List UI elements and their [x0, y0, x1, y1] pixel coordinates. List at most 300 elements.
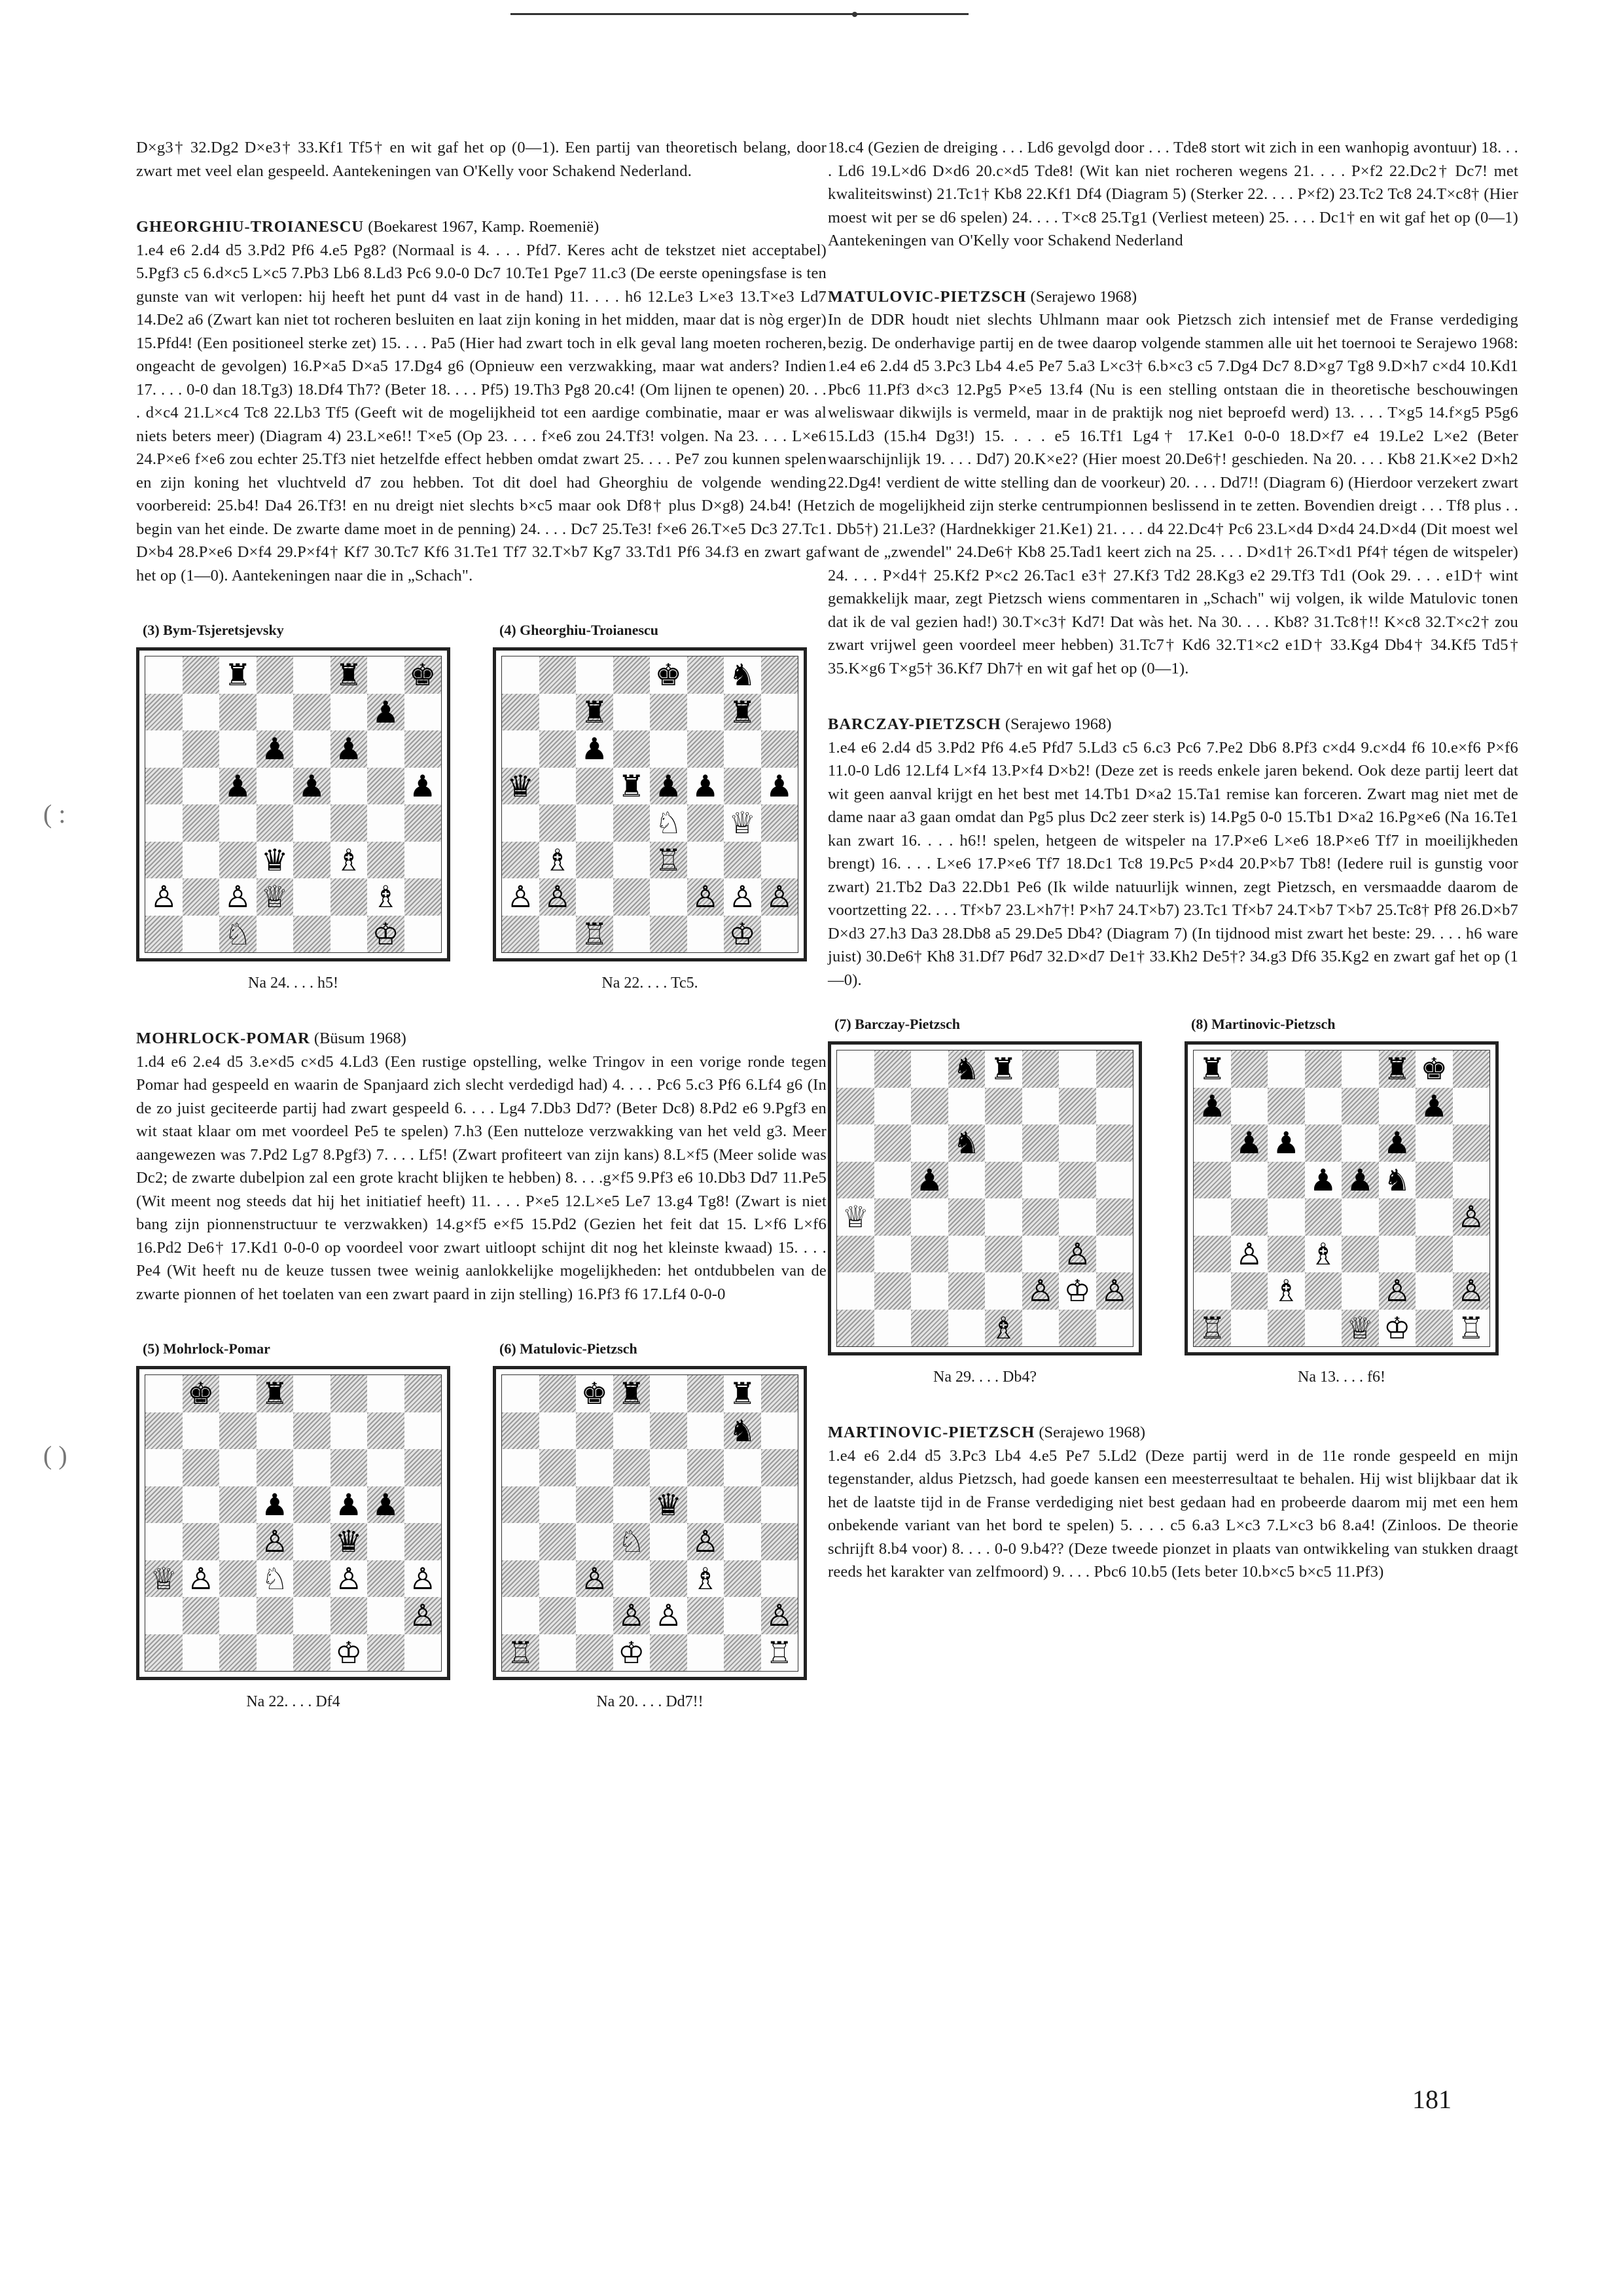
board-square	[145, 1412, 183, 1450]
board-square	[837, 1050, 874, 1088]
board-square	[404, 1375, 442, 1412]
board-square	[911, 1272, 948, 1310]
board-square	[145, 1560, 183, 1598]
board-square	[985, 1310, 1022, 1347]
board-square	[1059, 1162, 1096, 1199]
board-square	[183, 916, 220, 953]
board-square	[687, 1486, 724, 1524]
board-square	[613, 730, 651, 768]
board-square	[404, 878, 442, 916]
board-square	[330, 804, 368, 842]
page-number: 181	[1412, 2085, 1452, 2114]
chess-board	[145, 656, 442, 953]
board-square	[613, 878, 651, 916]
white-pawn-icon: ♙	[1457, 1273, 1485, 1309]
board-square	[1453, 1198, 1490, 1236]
board-square	[724, 656, 761, 694]
board-square	[502, 1486, 539, 1524]
board-square	[837, 1162, 874, 1199]
board-square	[1059, 1050, 1096, 1088]
board-square	[1231, 1198, 1268, 1236]
board-square	[183, 1486, 220, 1524]
chess-board-frame	[828, 1041, 1142, 1355]
board-square	[613, 1375, 651, 1412]
chess-board	[501, 1374, 798, 1672]
board-square	[145, 768, 183, 805]
board-square	[293, 694, 330, 731]
board-square	[724, 842, 761, 879]
board-square	[539, 1412, 577, 1450]
board-square	[724, 1634, 761, 1672]
board-square	[330, 694, 368, 731]
board-square	[404, 694, 442, 731]
game-event: (Büsum 1968)	[313, 1030, 406, 1047]
board-square	[761, 730, 798, 768]
board-square	[145, 656, 183, 694]
board-square	[539, 1597, 577, 1634]
board-square	[502, 916, 539, 953]
board-square	[145, 916, 183, 953]
black-rook-icon: ♜	[990, 1051, 1017, 1087]
board-square	[293, 804, 330, 842]
board-square	[539, 768, 577, 805]
board-square	[687, 1375, 724, 1412]
board-square	[539, 1449, 577, 1486]
diagram-7	[828, 1014, 1162, 1388]
black-king-icon: ♚	[580, 1376, 608, 1412]
white-knight-icon: ♘	[618, 1524, 645, 1560]
white-king-icon: ♔	[372, 916, 399, 952]
board-square	[1059, 1198, 1096, 1236]
board-square	[613, 1486, 651, 1524]
board-square	[293, 1560, 330, 1598]
black-rook-icon: ♜	[224, 657, 251, 693]
board-square	[1059, 1236, 1096, 1273]
board-square	[874, 1162, 912, 1199]
white-bishop-icon: ♗	[335, 842, 363, 878]
black-pawn-icon: ♟	[692, 768, 719, 804]
board-square	[257, 656, 294, 694]
board-square	[576, 656, 613, 694]
board-square	[1231, 1272, 1268, 1310]
diagram-caption: Na 24. . . . h5!	[248, 975, 338, 992]
board-square	[404, 1560, 442, 1598]
white-rook-icon: ♖	[654, 842, 682, 878]
board-square	[985, 1198, 1022, 1236]
board-square	[1231, 1050, 1268, 1088]
board-square	[502, 804, 539, 842]
white-pawn-icon: ♙	[187, 1560, 215, 1596]
white-pawn-icon: ♙	[618, 1598, 645, 1634]
board-square	[1305, 1162, 1342, 1199]
board-square	[219, 1375, 257, 1412]
board-square	[1305, 1236, 1342, 1273]
board-square	[1096, 1050, 1133, 1088]
board-square	[293, 1486, 330, 1524]
board-square	[1379, 1088, 1416, 1125]
black-knight-icon: ♞	[1383, 1162, 1411, 1198]
board-square	[219, 1560, 257, 1598]
board-square	[183, 1412, 220, 1450]
board-square	[576, 1449, 613, 1486]
board-square	[687, 916, 724, 953]
white-pawn-icon: ♙	[766, 1598, 793, 1634]
board-square	[874, 1310, 912, 1347]
board-square	[687, 694, 724, 731]
board-square	[330, 1412, 368, 1450]
board-square	[1194, 1236, 1231, 1273]
board-square	[330, 730, 368, 768]
board-square	[1096, 1198, 1133, 1236]
board-square	[724, 1597, 761, 1634]
board-square	[1096, 1236, 1133, 1273]
board-square	[219, 916, 257, 953]
board-square	[293, 1449, 330, 1486]
board-square	[219, 804, 257, 842]
chess-board	[145, 1374, 442, 1672]
board-square	[687, 1597, 724, 1634]
game-players: BARCZAY-PIETZSCH	[828, 715, 1001, 733]
game-event: (Serajewo 1968)	[1005, 715, 1112, 733]
board-square	[145, 694, 183, 731]
board-square	[1379, 1050, 1416, 1088]
board-square	[257, 768, 294, 805]
board-square	[183, 1597, 220, 1634]
board-square	[145, 1486, 183, 1524]
board-square	[502, 1412, 539, 1450]
board-square	[1268, 1310, 1305, 1347]
board-square	[911, 1198, 948, 1236]
board-square	[613, 1597, 651, 1634]
board-square	[948, 1310, 986, 1347]
board-square	[1096, 1124, 1133, 1162]
game-moves: 1.e4 e6 2.d4 d5 3.Pd2 Pf6 4.e5 Pg8? (Normaal is 4. . . . Pfd7. Keres acht de tekstzet niet acceptabel) 5.Pgf3 c5 6.d×c5 L×c5 7.Pb3 Lb6 8.Ld3 Pc6 9.0-0 Dc7 10.Te1 Pge7 11.c3 (De eerste openingsfase is ten gunste van wit verlopen: hij heeft het punt d4 vast in de hand) 11. . . . h6 12.Le3 L×e3 13.T×e3 Ld7 14.De2 a6 (Zwart kan niet tot rocheren besluiten en laat zijn koning in het midden, maar dat is nòg erger) 15.Pfd4! (Een positioneel sterke zet) 15. . . . Pa5 (Hier had zwart toch in elk geval lang moeten rocheren, ongeacht de gevolgen) 16.P×a5 D×a5 17.Dg4 g6 (Opnieuw een verzwakking, maar wat anders? Indien 17. . . . 0-0 dan 18.Tg3) 18.Df4 Th7? (Beter 18. . . . Pf5) 19.Th3 Pg8 20.c4! (Om lijnen te openen) 20. . . . d×c4 21.L×c4 Tc8 22.Lb3 Tf5 (Geeft wit de mogelijkheid tot een aardige combinatie, maar er was al niets beters meer) (Diagram 4) 23.L×e6!! T×e5 (Op 23. . . . f×e6 zou 24.Tf3! volgen. Na 23. . . . L×e6 24.P×e6 f×e6 zou echter 25.Tf3 niet hetzelfde effect hebben omdat zwart 25. . . . Pe7 zou kunnen spelen en zijn koning het vluchtveld d7 zou hebben. Tot dit doel had Gheorghiu de volgende wending voorbereid: 25.b4! Da4 26.Tf3! en nu dreigt niet slechts b×c5 maar ook Df8† plus D×g8) 24.b4! (Het begin van het einde. De zwarte dame moet in de penning) 24. . . . Dc7 25.Te3! f×e6 26.T×e5 Dc3 27.Tc1 D×b4 28.P×e6 D×f4 29.P×f4† Kf7 30.Tc7 Kf6 31.Te1 Tf7 32.T×b7 Kg7 33.Td1 Pf6 34.f3 en zwart gaf het op (1—0). Aantekeningen naar die in „Schach".	[136, 241, 827, 584]
white-bishop-icon: ♗	[1310, 1236, 1337, 1272]
board-square	[1231, 1088, 1268, 1125]
board-square	[293, 1523, 330, 1560]
board-square	[650, 1523, 687, 1560]
white-king-icon: ♔	[1383, 1310, 1411, 1346]
board-square	[576, 916, 613, 953]
board-square	[367, 1560, 404, 1598]
board-square	[650, 656, 687, 694]
board-square	[257, 1486, 294, 1524]
board-square	[404, 1486, 442, 1524]
white-pawn-icon: ♙	[261, 1524, 289, 1560]
board-square	[367, 1523, 404, 1560]
board-square	[1379, 1272, 1416, 1310]
board-square	[367, 842, 404, 879]
board-square	[1342, 1310, 1379, 1347]
board-square	[1022, 1162, 1060, 1199]
board-square	[837, 1088, 874, 1125]
board-square	[1416, 1088, 1453, 1125]
black-pawn-icon: ♟	[580, 731, 608, 767]
black-queen-icon: ♛	[261, 842, 289, 878]
board-square	[293, 1375, 330, 1412]
board-square	[613, 916, 651, 953]
board-square	[650, 842, 687, 879]
board-square	[874, 1272, 912, 1310]
board-square	[613, 1412, 651, 1450]
board-square	[985, 1050, 1022, 1088]
white-pawn-icon: ♙	[224, 879, 251, 915]
diagram-4	[493, 620, 827, 994]
game-heading	[828, 1421, 1518, 1444]
chess-board	[836, 1050, 1133, 1347]
board-square	[1096, 1088, 1133, 1125]
board-square	[1194, 1124, 1231, 1162]
board-square	[219, 1634, 257, 1672]
black-pawn-icon: ♟	[1420, 1088, 1448, 1124]
board-square	[1342, 1162, 1379, 1199]
board-square	[257, 1597, 294, 1634]
board-square	[576, 878, 613, 916]
board-square	[874, 1198, 912, 1236]
game-heading	[828, 285, 1518, 309]
board-square	[687, 1412, 724, 1450]
black-pawn-icon: ♟	[1236, 1125, 1263, 1161]
diagram-5	[136, 1338, 470, 1713]
diagram-caption: Na 22. . . . Df4	[246, 1693, 340, 1710]
board-square	[1096, 1272, 1133, 1310]
board-square	[145, 730, 183, 768]
white-pawn-icon: ♙	[1383, 1273, 1411, 1309]
board-square	[404, 1412, 442, 1450]
board-square	[219, 842, 257, 879]
board-square	[145, 878, 183, 916]
board-square	[948, 1236, 986, 1273]
white-queen-icon: ♕	[150, 1560, 177, 1596]
board-square	[650, 1486, 687, 1524]
board-square	[367, 1412, 404, 1450]
diagram-3	[136, 620, 470, 994]
board-square	[1231, 1310, 1268, 1347]
board-square	[948, 1272, 986, 1310]
diagram-label: (5) Mohrlock-Pomar	[143, 1340, 270, 1357]
board-square	[724, 804, 761, 842]
board-square	[367, 804, 404, 842]
white-queen-icon: ♕	[842, 1199, 869, 1235]
board-square	[1453, 1050, 1490, 1088]
board-square	[367, 694, 404, 731]
game-moves: In de DDR houdt niet slechts Uhlmann maar ook Pietzsch zich intensief met de Franse verdediging bezig. De onderhavige partij en de twee daarop volgende stammen alle uit het toernooi te Serajewo 1968: 1.e4 e6 2.d4 d5 3.Pc3 Lb4 4.e5 Pe7 5.a3 L×c3† 6.b×c3 c5 7.Dg4 Dc7 8.D×g7 Tg8 9.D×h7 c×d4 10.Kd1 Pbc6 11.Pf3 d×c3 12.Pg5 P×e5 13.f4 (Nu is een stelling ontstaan die in theoretische beschouwingen weliswaar dikwijls is vermeld, maar in de praktijk nog niet beproefd werd) 13. . . . T×g5 14.f×g5 P5g6 15.Ld3 (15.h4 Dg3!) 15. . . . e5 16.Tf1 Lg4† 17.Ke1 0-0-0 18.D×f7 e4 19.Le2 L×e2 (Beter waarschijnlijk 19. . . . Dd7) 20.K×e2? (Hier moest 20.De6†! geschieden. Na 20. . . . Kb8 21.K×e2 D×h2 22.Dg4! verdient de witte stelling dan de voorkeur) 20. . . . Dd7!! (Diagram 6) (Hierdoor verzekert zwart zich de mogelijkheid zijn sterke centrumpionnen beslissend in te zetten. Bovendien dreigt . . . Tf8 plus . . . Db5†) 21.Le3? (Hardnekkiger 21.Ke1) 21. . . . d4 22.Dc4† Pc6 23.L×d4 D×d4 24.D×d4 (Dit moest wel want de „zwendel" 24.De6† Kb8 25.Tad1 keert zich na 25. . . . D×d1† 26.T×d1 Pf4† tégen de witspeler) 24. . . . P×d4† 25.Kf2 P×c2 26.Tac1 e3† 27.Kf3 Td2 28.Kg3 e2 29.Tf3 Td1 (Ook 29. . . . e1D† wint gemakkelijk maar, zegt Pietzsch wiens commentaren in „Schach" wij volgen, ik wilde Matulovic tonen dat ik de val gezien had!) 30.T×c3† Kd7! Dat wàs het. Na 30. . . . Kb8? 31.Tc8†!! K×c8 32.T×c2† zou zwart vrijwel geen voordeel meer hebben) 31.Tc7† Kd6 32.T1×c2 e1D† 33.Kg4 Db4† 34.Kf5 Td5† 35.K×g6 T×g5† 36.Kf7 Dh7† en wit gaf het op (0—1).	[828, 311, 1518, 677]
board-square	[650, 804, 687, 842]
game-heading	[136, 1027, 827, 1050]
black-rook-icon: ♜	[618, 1376, 645, 1412]
white-pawn-icon: ♙	[1063, 1236, 1091, 1272]
diagram-6	[493, 1338, 827, 1713]
board-square	[613, 656, 651, 694]
board-square	[145, 1449, 183, 1486]
board-square	[293, 730, 330, 768]
board-square	[576, 1412, 613, 1450]
white-pawn-icon: ♙	[1027, 1273, 1054, 1309]
board-square	[1268, 1272, 1305, 1310]
board-square	[724, 878, 761, 916]
black-rook-icon: ♜	[335, 657, 363, 693]
chess-board	[1193, 1050, 1490, 1347]
board-square	[874, 1236, 912, 1273]
board-square	[650, 1375, 687, 1412]
board-square	[1453, 1272, 1490, 1310]
board-square	[985, 1236, 1022, 1273]
board-square	[539, 842, 577, 879]
white-queen-icon: ♕	[1346, 1310, 1374, 1346]
board-square	[1096, 1310, 1133, 1347]
board-square	[293, 1597, 330, 1634]
board-square	[837, 1124, 874, 1162]
board-square	[687, 656, 724, 694]
diagram-caption: Na 22. . . . Tc5.	[601, 975, 698, 992]
board-square	[330, 1634, 368, 1672]
board-square	[1231, 1124, 1268, 1162]
board-square	[1022, 1272, 1060, 1310]
board-square	[1194, 1310, 1231, 1347]
chess-board-frame	[493, 1366, 807, 1680]
board-square	[650, 1449, 687, 1486]
board-square	[330, 1449, 368, 1486]
diagram-label: (7) Barczay-Pietzsch	[834, 1016, 961, 1032]
board-square	[183, 768, 220, 805]
board-square	[650, 768, 687, 805]
black-pawn-icon: ♟	[1198, 1088, 1226, 1124]
black-pawn-icon: ♟	[261, 731, 289, 767]
black-rook-icon: ♜	[728, 694, 756, 730]
board-square	[1416, 1272, 1453, 1310]
board-square	[613, 1449, 651, 1486]
board-square	[911, 1088, 948, 1125]
board-square	[404, 1597, 442, 1634]
board-square	[367, 656, 404, 694]
board-square	[183, 1523, 220, 1560]
board-square	[183, 842, 220, 879]
board-square	[761, 1634, 798, 1672]
board-square	[650, 878, 687, 916]
black-rook-icon: ♜	[1198, 1051, 1226, 1087]
black-pawn-icon: ♟	[1346, 1162, 1374, 1198]
chess-board-frame	[136, 647, 450, 961]
diagram-label: (6) Matulovic-Pietzsch	[499, 1340, 637, 1357]
board-square	[948, 1198, 986, 1236]
board-square	[761, 1412, 798, 1450]
board-square	[502, 694, 539, 731]
black-pawn-icon: ♟	[335, 731, 363, 767]
board-square	[183, 804, 220, 842]
board-square	[367, 1449, 404, 1486]
board-square	[837, 1272, 874, 1310]
board-square	[539, 1375, 577, 1412]
diagram-label: (4) Gheorghiu-Troianescu	[499, 622, 659, 638]
board-square	[613, 768, 651, 805]
board-square	[1194, 1050, 1231, 1088]
board-square	[1379, 1310, 1416, 1347]
board-square	[183, 1634, 220, 1672]
board-square	[1231, 1236, 1268, 1273]
game-moves: 1.e4 e6 2.d4 d5 3.Pc3 Lb4 4.e5 Pe7 5.Ld2 (Deze partij werd in de 11e ronde gespeeld en mijn tegenstander, aldus Pietzsch, had goede kansen een meesterresultaat te behalen. Hij wist blijkbaar dat ik het de laatste tijd in de Franse verdediging niet best gedaan had en probeerde daarom mij met een hem onbekende variant van het bord te spelen) 5. . . . c5 6.a3 L×c3 7.L×c3 b6 8.a4! (Zinloos. De theorie schrijft 8.b4 voor) 8. . . . 0-0 9.b4?? (Deze tweede pionzet in plaats van ontwikkeling van stukken draagt reeds het karakter van zelfmoord) 9. . . . Pbc6 10.b5 (Iets beter 10.b×c5 b×c5 11.Pf3)	[828, 1446, 1518, 1581]
board-square	[1453, 1236, 1490, 1273]
board-square	[1059, 1272, 1096, 1310]
white-pawn-icon: ♙	[409, 1598, 437, 1634]
game-players: MOHRLOCK-POMAR	[136, 1030, 310, 1047]
white-bishop-icon: ♗	[372, 879, 399, 915]
white-bishop-icon: ♗	[1272, 1273, 1300, 1309]
board-square	[1268, 1050, 1305, 1088]
board-square	[145, 1634, 183, 1672]
white-pawn-icon: ♙	[507, 879, 534, 915]
white-pawn-icon: ♙	[1236, 1236, 1263, 1272]
board-square	[330, 916, 368, 953]
black-queen-icon: ♛	[335, 1524, 363, 1560]
black-rook-icon: ♜	[580, 694, 608, 730]
black-pawn-icon: ♟	[916, 1162, 943, 1198]
board-square	[650, 694, 687, 731]
board-square	[911, 1236, 948, 1273]
intro-paragraph: D×g3† 32.Dg2 D×e3† 33.Kf1 Tf5† en wit gaf het op (0—1). Een partij van theoretisch belang, door zwart met veel elan gespeeld. Aantekeningen van O'Kelly voor Schakend Nederland.	[136, 139, 827, 180]
board-square	[145, 1597, 183, 1634]
board-square	[257, 804, 294, 842]
board-square	[1059, 1088, 1096, 1125]
black-rook-icon: ♜	[261, 1376, 289, 1412]
board-square	[761, 1597, 798, 1634]
board-square	[874, 1050, 912, 1088]
board-square	[948, 1124, 986, 1162]
white-king-icon: ♔	[728, 916, 756, 952]
board-square	[576, 1634, 613, 1672]
white-knight-icon: ♘	[654, 805, 682, 841]
board-square	[404, 804, 442, 842]
board-square	[219, 1486, 257, 1524]
board-square	[1022, 1198, 1060, 1236]
board-square	[1305, 1272, 1342, 1310]
board-square	[404, 730, 442, 768]
board-square	[183, 730, 220, 768]
board-square	[761, 916, 798, 953]
board-square	[1379, 1198, 1416, 1236]
board-square	[1342, 1050, 1379, 1088]
continuation-paragraph: 18.c4 (Gezien de dreiging . . . Ld6 gevolgd door . . . Tde8 stort wit zich in een wanhopig avontuur) 18. . . . Ld6 19.L×d6 D×d6 20.c×d5 Tde8! (Wit kan niet rocheren wegens 21. . . . P×f2 22.Dc2† Dc7! met kwaliteitswinst) 21.Tc1† Kb8 22.Kf1 Df4 (Diagram 5) (Sterker 22. . . . P×f2) 23.Tc2 Tc8 24.T×c8† (Hier moest wit per se d6 spelen) 24. . . . T×c8 25.Tg1 (Verliest meteen) 25. . . . Dc1† en wit gaf het op (0—1) Aantekeningen van O'Kelly voor Schakend Nederland	[828, 139, 1518, 249]
board-square	[330, 1375, 368, 1412]
board-square	[911, 1310, 948, 1347]
board-square	[1096, 1162, 1133, 1199]
game-event: (Serajewo 1968)	[1039, 1424, 1145, 1441]
board-square	[183, 694, 220, 731]
board-square	[576, 1597, 613, 1634]
board-square	[911, 1124, 948, 1162]
board-square	[539, 878, 577, 916]
board-square	[257, 1560, 294, 1598]
white-pawn-icon: ♙	[692, 879, 719, 915]
board-square	[257, 916, 294, 953]
board-square	[650, 1560, 687, 1598]
board-square	[257, 1634, 294, 1672]
board-square	[761, 878, 798, 916]
board-square	[502, 1560, 539, 1598]
margin-mark: ( )	[43, 1441, 67, 1470]
white-knight-icon: ♘	[261, 1560, 289, 1596]
board-square	[1268, 1088, 1305, 1125]
board-square	[404, 1449, 442, 1486]
board-square	[724, 1560, 761, 1598]
white-pawn-icon: ♙	[544, 879, 571, 915]
board-square	[1416, 1198, 1453, 1236]
board-square	[1268, 1236, 1305, 1273]
game-players: MATULOVIC-PIETZSCH	[828, 287, 1027, 306]
board-square	[293, 878, 330, 916]
board-square	[1059, 1310, 1096, 1347]
board-square	[985, 1088, 1022, 1125]
board-square	[1268, 1124, 1305, 1162]
